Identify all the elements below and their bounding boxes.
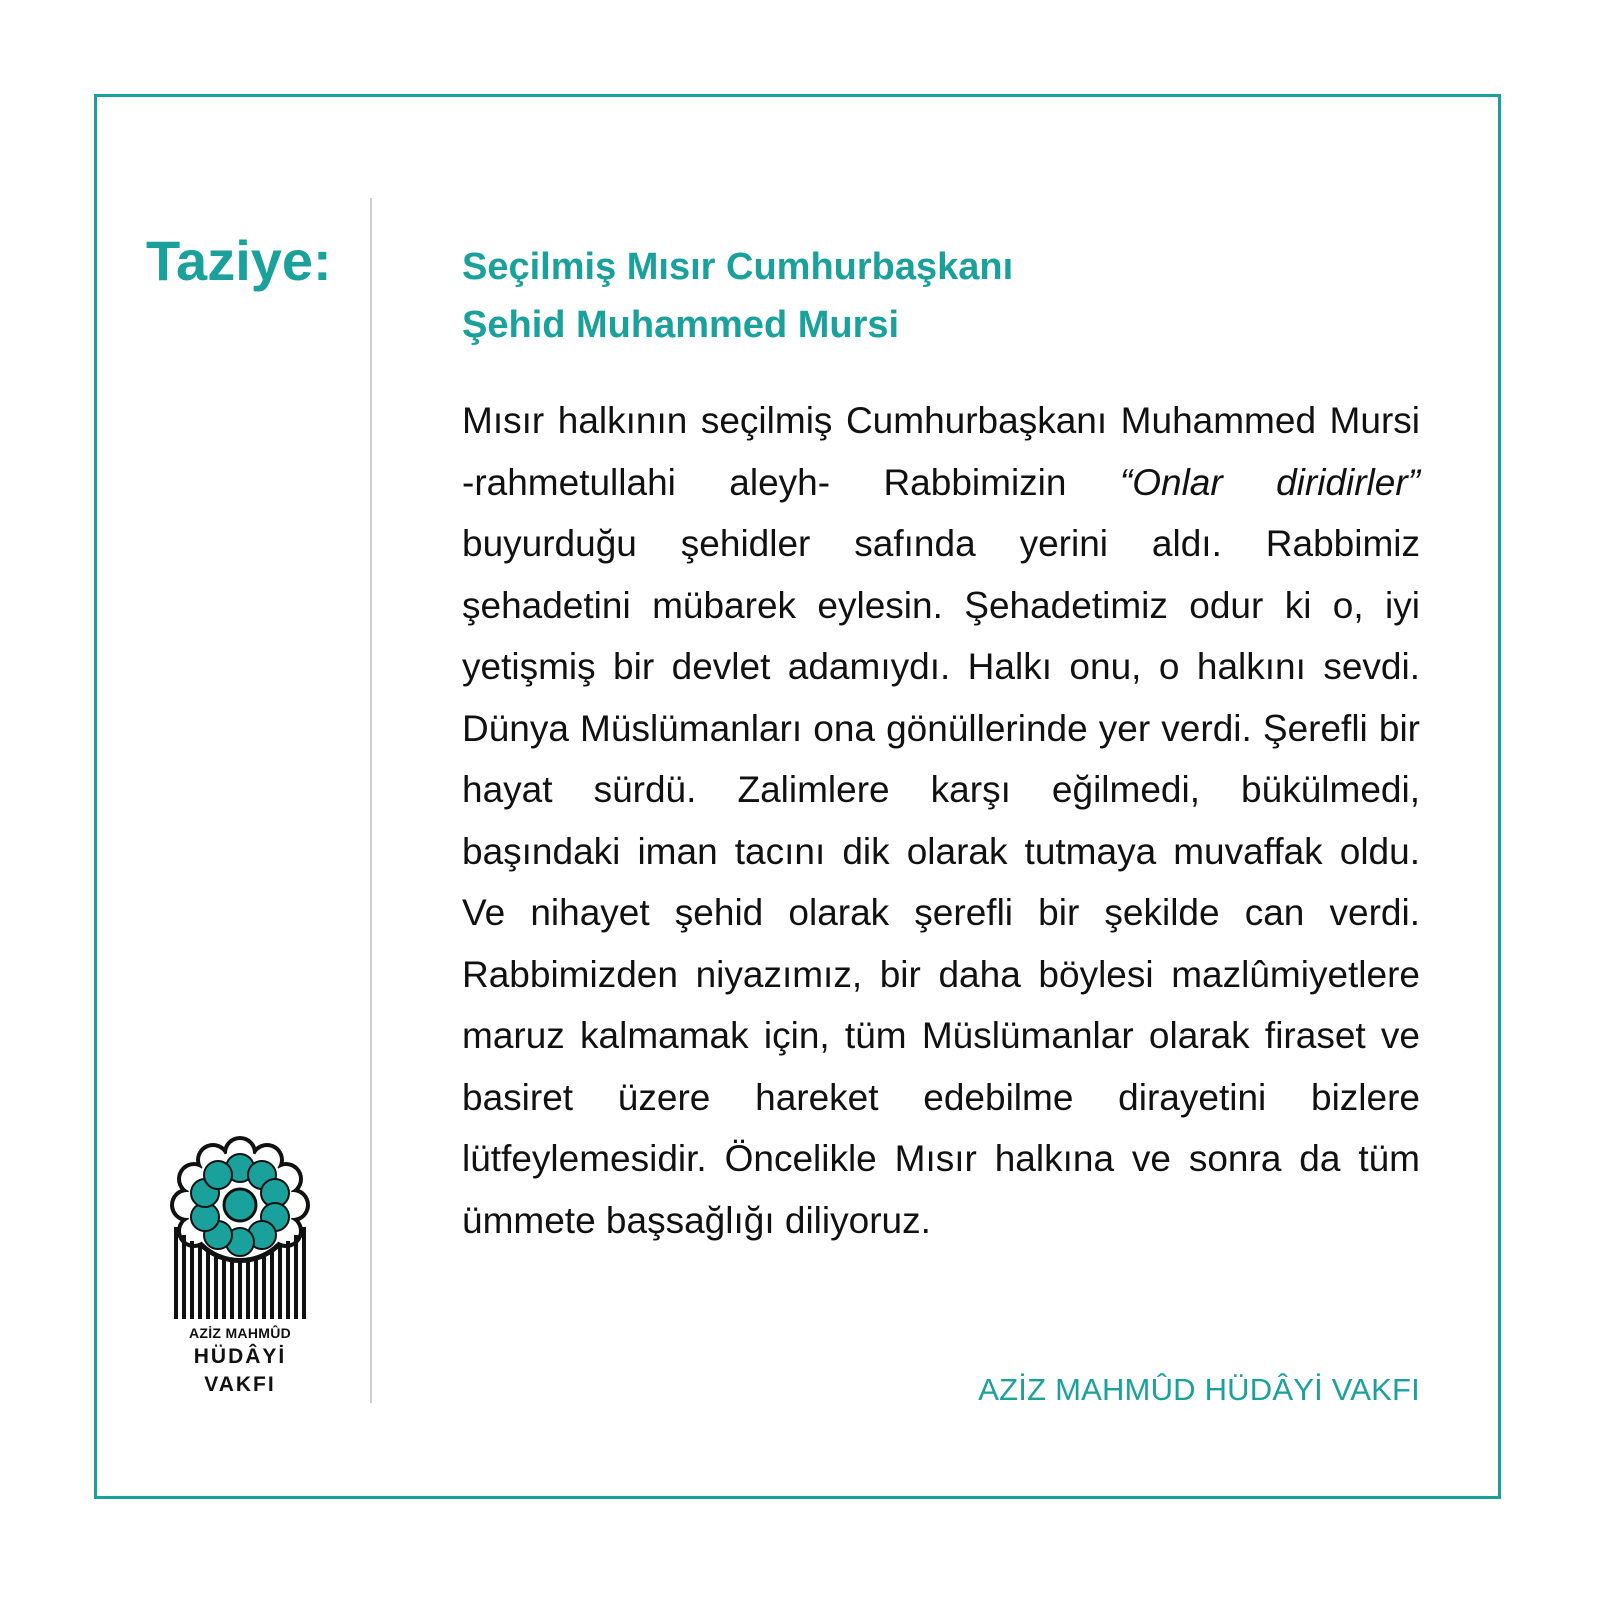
- announcement-title: [462, 238, 1422, 354]
- logo-small-text: AZİZ MAHMÛD: [188, 1325, 292, 1341]
- foundation-signature: AZİZ MAHMÛD HÜDÂYİ VAKFI: [978, 1372, 1420, 1407]
- vertical-divider: [370, 198, 372, 1403]
- body-part-1: Mısır halkının seçilmiş Cumhurbaşkanı Muhammed Mursi -rahmetullahi aleyh- Rabbimizin: [462, 400, 1420, 503]
- condolence-text: [462, 390, 1420, 1251]
- logo-name-line-2: VAKFI: [204, 1373, 276, 1396]
- flower-seal-icon: [170, 1135, 310, 1325]
- title-line-2: Şehid Muhammed Mursi: [462, 304, 900, 346]
- logo-name-line-1: HÜDÂYİ: [193, 1345, 287, 1368]
- quoted-verse: “Onlar diridirler”: [1119, 461, 1420, 503]
- taziye-label: Taziye:: [146, 229, 332, 292]
- title-line-1: Seçilmiş Mısır Cumhurbaşkanı: [462, 246, 1014, 288]
- body-part-2: buyurduğu şehidler safında yerini aldı. Rabbimiz şehadetini mübarek eylesin. Şehadetimiz odur ki o, iyi yetişmiş bir devlet adamıydı. Halkı onu, o halkını sevdi. Dünya Müslümanları ona gönüllerinde yer verdi. Şerefli bir hayat sürdü. Zalimlere karşı eğilmedi, bükülmedi, başındaki iman tacını dik olarak tutmaya muvaffak oldu. Ve nihayet şehid olarak şerefli bir şekilde can verdi. Rabbimizden niyazımız, bir daha böylesi mazlûmiyetlere maruz kalmamak için, tüm Müslümanlar olarak firaset ve basiret üzere hareket edebilme dirayetini bizlere lütfeylemesidir. Öncelikle Mısır halkına ve sonra da tüm ümmete başsağlığı diliyoruz.: [462, 523, 1420, 1241]
- foundation-logo: [170, 1135, 310, 1415]
